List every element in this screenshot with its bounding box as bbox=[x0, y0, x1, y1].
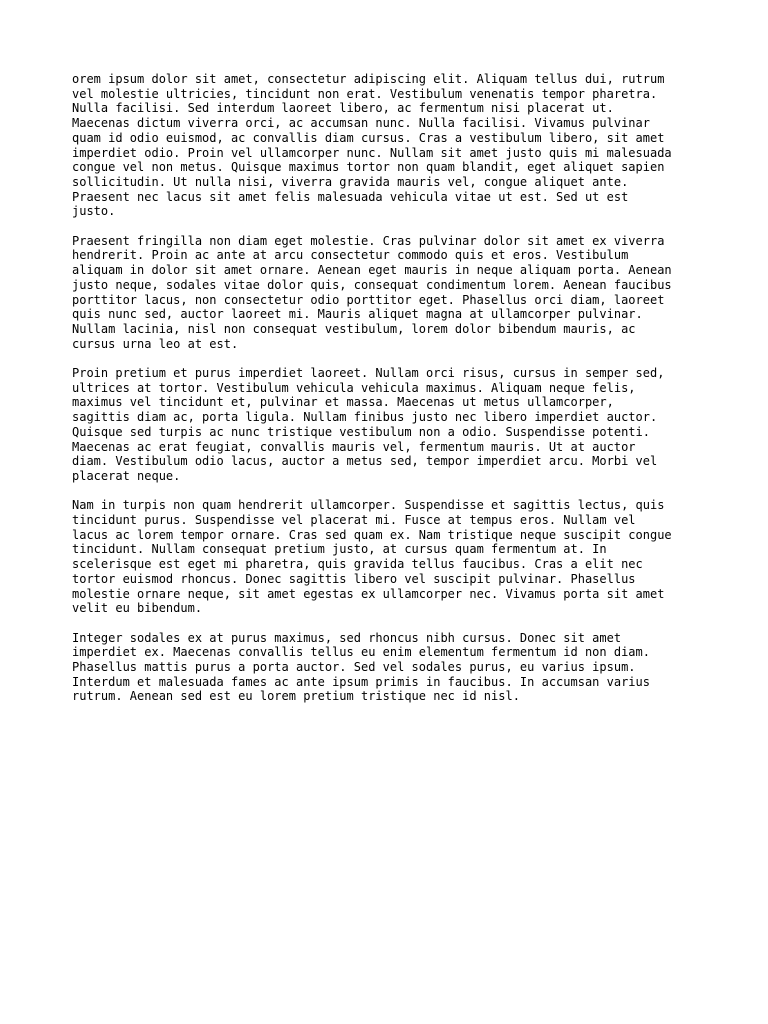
paragraph-4: Nam in turpis non quam hendrerit ullamcorper. Suspendisse et sagittis lectus, quis tincidunt purus. Suspendisse vel placerat mi. Fusce at tempus eros. Nullam vel lacus ac lorem tempor ornare. Cras sed quam ex. Nam tristique neque suscipit congue tincidunt. Nullam consequat pretium justo, at cursus quam fermentum at. In scelerisque est eget mi pharetra, quis gravida tellus faucibus. Cras a elit nec tortor euismod rhoncus. Donec sagittis libero vel suscipit pulvinar. Phasellus molestie ornare neque, sit amet egestas ex ullamcorper nec. Vivamus porta sit amet velit eu bibendum. bbox=[72, 498, 672, 616]
paragraph-2: Praesent fringilla non diam eget molestie. Cras pulvinar dolor sit amet ex viverra hendrerit. Proin ac ante at arcu consectetur commodo quis et eros. Vestibulum aliquam in dolor sit amet ornare. Aenean eget mauris in neque aliquam porta. Aenean justo neque, sodales vitae dolor quis, consequat condimentum lorem. Aenean faucibus porttitor lacus, non consectetur odio porttitor eget. Phasellus orci diam, laoreet quis nunc sed, auctor laoreet mi. Mauris aliquet magna at ullamcorper pulvinar. Nullam lacinia, nisl non consequat vestibulum, lorem dolor bibendum mauris, ac cursus urna leo at est. bbox=[72, 233, 672, 351]
paragraph-1: orem ipsum dolor sit amet, consectetur adipiscing elit. Aliquam tellus dui, rutrum vel molestie ultricies, tincidunt non erat. Vestibulum venenatis tempor pharetra. Nulla facilisi. Sed interdum laoreet libero, ac fermentum nisi placerat ut. Maecenas dictum viverra orci, ac accumsan nunc. Nulla facilisi. Vivamus pulvinar quam id odio euismod, ac convallis diam cursus. Cras a vestibulum libero, sit amet imperdiet odio. Proin vel ullamcorper nunc. Nullam sit amet justo quis mi malesuada congue vel non metus. Quisque maximus tortor non quam blandit, eget aliquet sapien sollicitudin. Ut nulla nisi, viverra gravida mauris vel, congue aliquet ante. Praesent nec lacus sit amet felis malesuada vehicula vitae ut est. Sed ut est justo. bbox=[72, 72, 672, 219]
document-page bbox=[72, 72, 712, 719]
paragraph-5: Integer sodales ex at purus maximus, sed rhoncus nibh cursus. Donec sit amet imperdiet ex. Maecenas convallis tellus eu enim elementum fermentum id non diam. Phasellus mattis purus a porta auctor. Sed vel sodales purus, eu varius ipsum. Interdum et malesuada fames ac ante ipsum primis in faucibus. In accumsan varius rutrum. Aenean sed est eu lorem pretium tristique nec id nisl. bbox=[72, 630, 650, 704]
paragraph-3: Proin pretium et purus imperdiet laoreet. Nullam orci risus, cursus in semper sed, ultrices at tortor. Vestibulum vehicula vehicula maximus. Aliquam neque felis, maximus vel tincidunt et, pulvinar et massa. Maecenas ut metus ullamcorper, sagittis diam ac, porta ligula. Nullam finibus justo nec libero imperdiet auctor. Quisque sed turpis ac nunc tristique vestibulum non a odio. Suspendisse potenti. Maecenas ac erat feugiat, convallis mauris vel, fermentum mauris. Ut at auctor diam. Vestibulum odio lacus, auctor a metus sed, tempor imperdiet arcu. Morbi vel placerat neque. bbox=[72, 366, 665, 483]
